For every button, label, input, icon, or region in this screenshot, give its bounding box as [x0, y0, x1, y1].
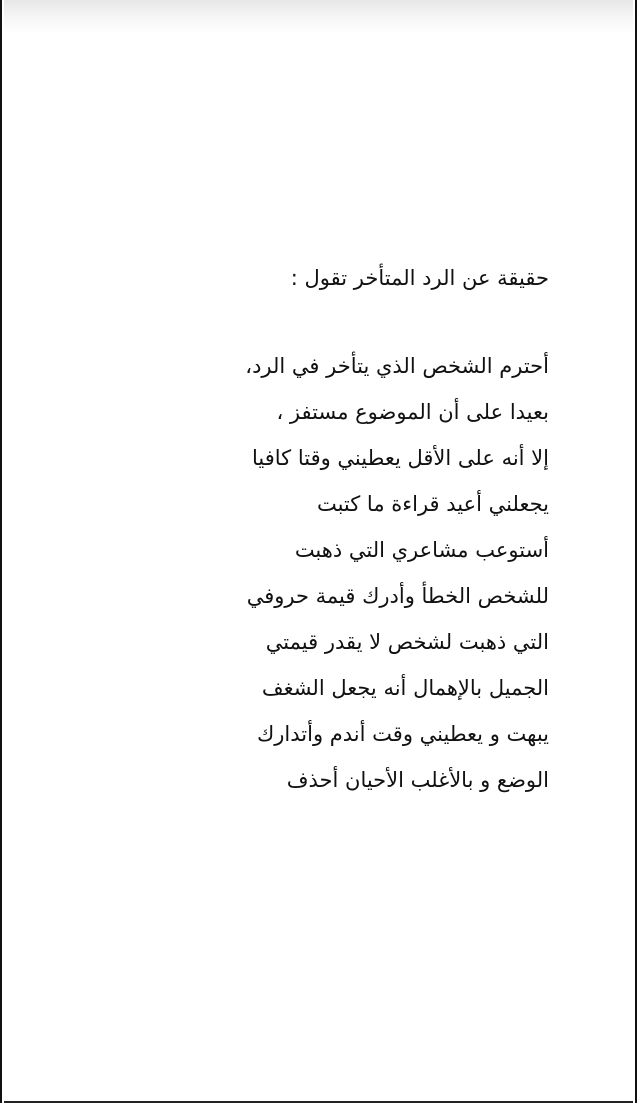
note-line: بعيدا على أن الموضوع مستفز ،	[276, 400, 549, 424]
top-status-fade	[4, 0, 633, 34]
note-line: أحترم الشخص الذي يتأخر في الرد،	[245, 354, 549, 378]
note-line: يجعلني أعيد قراءة ما كتبت	[316, 492, 549, 516]
note-line: الجميل بالإهمال أنه يجعل الشغف	[261, 676, 549, 700]
note-title: حقيقة عن الرد المتأخر تقول :	[290, 266, 549, 290]
note-line: أستوعب مشاعري التي ذهبت	[294, 538, 549, 562]
note-line: الوضع و بالأغلب الأحيان أحذف	[286, 768, 549, 792]
note-line: يبهت و يعطيني وقت أندم وأتدارك	[256, 722, 549, 746]
note-line: التي ذهبت لشخص لا يقدر قيمتي	[265, 630, 549, 654]
note-line: إلا أنه على الأقل يعطيني وقتا كافيا	[251, 446, 549, 470]
note-text-block	[79, 255, 549, 803]
note-line: للشخص الخطأ وأدرك قيمة حروفي	[246, 584, 549, 608]
paragraph-spacer	[79, 301, 549, 343]
